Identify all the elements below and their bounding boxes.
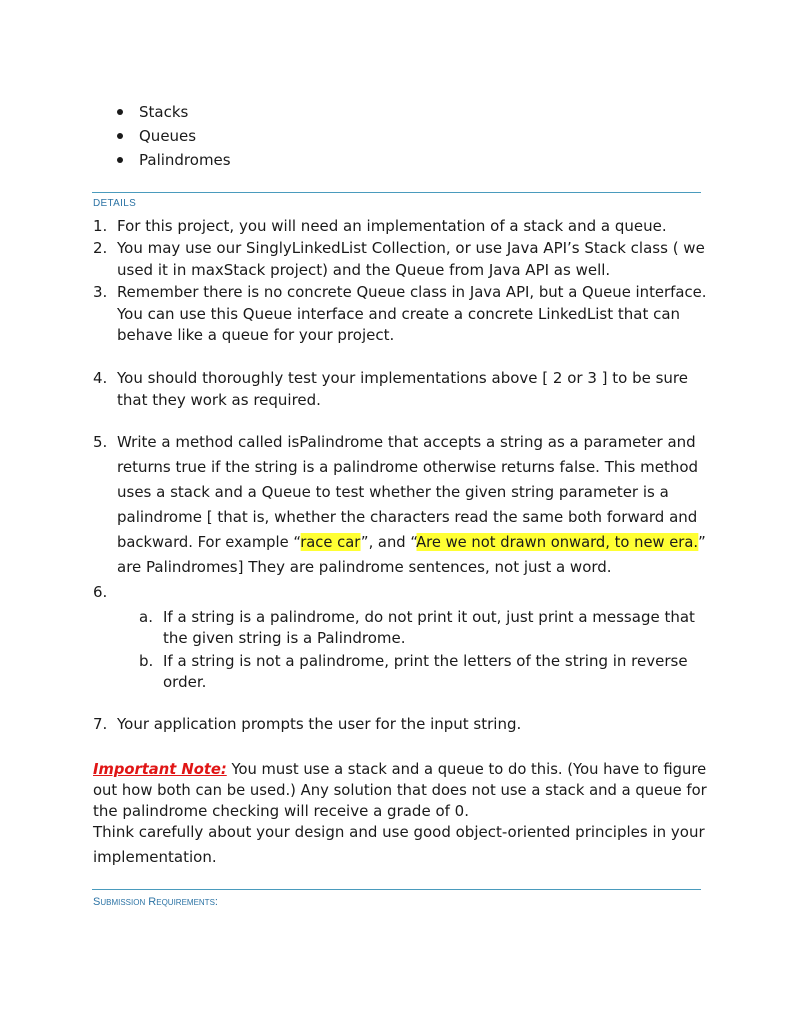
bullet-dot [117,157,123,163]
note-text: Think carefully about your design and use good object-oriented principles in your [93,823,705,841]
item-7-text: Your application prompts the user for the input string. [117,715,522,733]
item-5-text: returns true if the string is a palindrome otherwise returns false. This method [117,458,699,476]
topic-queues: Queues [139,127,197,145]
item-5-text: palindrome [ that is, whether the characters read the same both forward and [117,508,698,526]
subitem-b-text: If a string is not a palindrome, print the letters of the string in reverse [163,652,688,670]
note-text: the palindrome checking will receive a grade of 0. [93,802,469,820]
item-number: 2. [93,239,108,257]
item-5-text: uses a stack and a Queue to test whether the given string parameter is a [117,483,669,501]
item-3-text: Remember there is no concrete Queue class in Java API, but a Queue interface. [117,283,707,301]
note-text: You must use a stack and a queue to do this. (You have to figure [226,760,707,778]
item-2-text: You may use our SinglyLinkedList Collection, or use Java API’s Stack class ( we [117,239,705,257]
important-note-line [93,760,706,778]
submission-heading: Submission Requirements: [93,896,218,908]
subitem-a-text: the given string is a Palindrome. [163,629,406,647]
example-close-quote: ” [698,533,706,551]
item-number: 7. [93,715,108,733]
important-note-label: Important Note: [93,760,227,778]
item-5-example-line [117,533,706,551]
subitem-a-text: If a string is a palindrome, do not print it out, just print a message that [163,608,695,626]
item-number: 3. [93,283,108,301]
item-5-text: Write a method called isPalindrome that accepts a string as a parameter and [117,433,696,451]
subitem-label: a. [139,608,153,626]
item-1-text: For this project, you will need an implementation of a stack and a queue. [117,217,667,235]
note-text: implementation. [93,848,217,866]
subitem-label: b. [139,652,154,670]
bullet-dot [117,109,123,115]
item-3-text: You can use this Queue interface and create a concrete LinkedList that can [117,305,681,323]
topic-stacks: Stacks [139,103,189,121]
item-4-text: You should thoroughly test your implementations above [ 2 or 3 ] to be sure [117,369,688,387]
item-2-text: used it in maxStack project) and the Queue from Java API as well. [117,261,611,279]
item-number: 4. [93,369,108,387]
item-number: 1. [93,217,108,235]
item-5-text: are Palindromes] They are palindrome sentences, not just a word. [117,558,612,576]
topic-palindromes: Palindromes [139,151,231,169]
subitem-b-text: order. [163,673,207,691]
section-divider [92,889,701,890]
item-number: 5. [93,433,108,451]
example-intro: backward. For example “ [117,533,301,551]
bullet-dot [117,133,123,139]
item-3-text: behave like a queue for your project. [117,326,395,344]
details-heading: DETAILS [93,198,137,209]
item-4-text: that they work as required. [117,391,321,409]
section-divider [92,192,701,193]
highlight-sentence: Are we not drawn onward, to new era. [416,533,699,551]
item-number: 6. [93,583,108,601]
note-text: out how both can be used.) Any solution that does not use a stack and a queue for [93,781,707,799]
example-and: ”, and “ [360,533,417,551]
highlight-race-car: race car [300,533,361,551]
